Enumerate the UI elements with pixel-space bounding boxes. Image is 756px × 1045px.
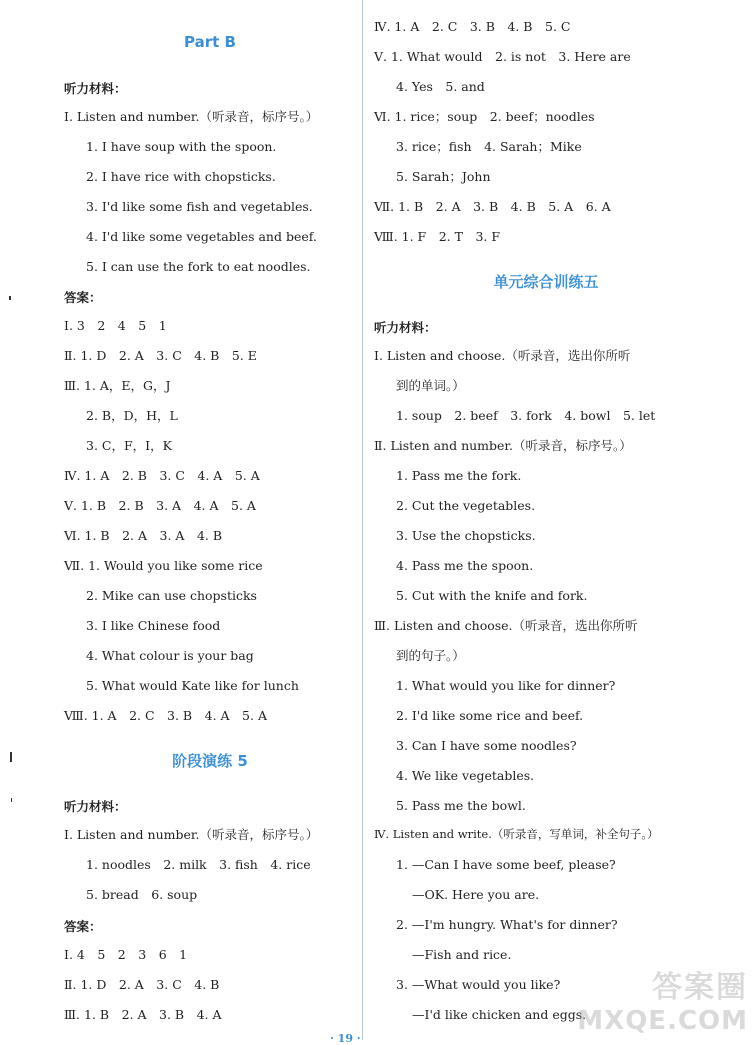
section-title: Ⅲ. Listen and choose.（听录音，选出你所听 bbox=[374, 618, 638, 633]
page-number: · 19 · bbox=[330, 1032, 361, 1045]
list-item: 3. I'd like some fish and vegetables. bbox=[86, 199, 313, 214]
answers-label: 答案： bbox=[64, 919, 102, 934]
scan-speck bbox=[10, 752, 12, 762]
section-title: 到的句子。） bbox=[396, 648, 465, 663]
list-item: 5. Pass me the bowl. bbox=[396, 798, 526, 813]
dialogue-line: 2. —I'm hungry. What's for dinner? bbox=[396, 917, 618, 932]
scan-speck bbox=[11, 798, 12, 802]
answer-line: Ⅳ. 1. A 2. C 3. B 4. B 5. C bbox=[374, 19, 571, 34]
answer-line: 2. Mike can use chopsticks bbox=[86, 588, 257, 603]
list-item: 5. bread 6. soup bbox=[86, 887, 198, 902]
section-title: Ⅱ. Listen and number.（听录音，标序号。） bbox=[374, 438, 632, 453]
section-title: Ⅰ. Listen and number.（听录音，标序号。） bbox=[64, 109, 319, 124]
unit-heading: 单元综合训练五 bbox=[493, 273, 599, 291]
answer-line: Ⅱ. 1. D 2. A 3. C 4. B 5. E bbox=[64, 348, 257, 363]
part-b-heading: Part B bbox=[184, 33, 236, 51]
answer-line: Ⅴ. 1. What would 2. is not 3. Here are bbox=[374, 49, 631, 64]
list-item: 4. We like vegetables. bbox=[396, 768, 535, 783]
list-item: 2. I have rice with chopsticks. bbox=[86, 169, 276, 184]
list-item: 4. Pass me the spoon. bbox=[396, 558, 534, 573]
answer-line: 4. Yes 5. and bbox=[396, 79, 485, 94]
listening-label: 听力材料： bbox=[374, 320, 437, 335]
list-item: 2. Cut the vegetables. bbox=[396, 498, 536, 513]
dialogue-line: —OK. Here you are. bbox=[412, 887, 540, 902]
dialogue-line: 1. —Can I have some beef, please? bbox=[396, 857, 616, 872]
answer-line: Ⅳ. 1. A 2. B 3. C 4. A 5. A bbox=[64, 468, 260, 483]
answer-line: 3. C，F，I，K bbox=[86, 438, 172, 453]
watermark bbox=[577, 962, 748, 1036]
list-item: 1. noodles 2. milk 3. fish 4. rice bbox=[86, 857, 311, 872]
list-item: 4. I'd like some vegetables and beef. bbox=[86, 229, 317, 244]
dialogue-line: —Fish and rice. bbox=[412, 947, 512, 962]
section-title: Ⅳ. Listen and write.（听录音，写单词，补全句子。） bbox=[374, 827, 659, 841]
answer-line: Ⅶ. 1. B 2. A 3. B 4. B 5. A 6. A bbox=[374, 199, 611, 214]
answer-line: Ⅷ. 1. F 2. T 3. F bbox=[374, 229, 501, 244]
answer-line: Ⅵ. 1. B 2. A 3. A 4. B bbox=[64, 528, 223, 543]
answer-line: 4. What colour is your bag bbox=[86, 648, 254, 663]
answer-line: Ⅷ. 1. A 2. C 3. B 4. A 5. A bbox=[64, 708, 267, 723]
answer-line: Ⅶ. 1. Would you like some rice bbox=[64, 558, 263, 573]
list-item: 1. What would you like for dinner? bbox=[396, 678, 616, 693]
answer-line: 2. B，D，H，L bbox=[86, 408, 178, 423]
section-title: Ⅰ. Listen and number.（听录音，标序号。） bbox=[64, 827, 319, 842]
listening-label: 听力材料： bbox=[64, 799, 127, 814]
watermark-top: 答案圈 bbox=[652, 970, 748, 1005]
dialogue-line: 3. —What would you like? bbox=[396, 977, 561, 992]
answer-line: Ⅲ. 1. B 2. A 3. B 4. A bbox=[64, 1007, 222, 1022]
list-item: 3. Can I have some noodles? bbox=[396, 738, 577, 753]
listening-label: 听力材料： bbox=[64, 81, 127, 96]
answer-line: Ⅰ. 3 2 4 5 1 bbox=[64, 318, 167, 333]
answer-line: 3. rice；fish 4. Sarah；Mike bbox=[396, 139, 582, 154]
answer-line: Ⅵ. 1. rice；soup 2. beef；noodles bbox=[374, 109, 595, 124]
section-title: 到的单词。） bbox=[396, 378, 465, 393]
answer-line: Ⅴ. 1. B 2. B 3. A 4. A 5. A bbox=[64, 498, 256, 513]
list-item: 5. Cut with the knife and fork. bbox=[396, 588, 588, 603]
answer-line: 3. I like Chinese food bbox=[86, 618, 221, 633]
list-item: 1. Pass me the fork. bbox=[396, 468, 522, 483]
answer-line: Ⅰ. 4 5 2 3 6 1 bbox=[64, 947, 188, 962]
list-item: 1. I have soup with the spoon. bbox=[86, 139, 277, 154]
list-item: 2. I'd like some rice and beef. bbox=[396, 708, 584, 723]
section-title: Ⅰ. Listen and choose.（听录音，选出你所听 bbox=[374, 348, 631, 363]
answer-line: Ⅲ. 1. A，E，G，J bbox=[64, 378, 171, 393]
answer-line: 5. Sarah；John bbox=[396, 169, 491, 184]
answers-label: 答案： bbox=[64, 290, 102, 305]
answer-line: Ⅱ. 1. D 2. A 3. C 4. B bbox=[64, 977, 220, 992]
watermark-bottom: MXQE.COM bbox=[577, 1006, 748, 1036]
scan-speck bbox=[9, 296, 11, 300]
list-item: 3. Use the chopsticks. bbox=[396, 528, 536, 543]
stage-heading: 阶段演练 5 bbox=[172, 752, 248, 770]
column-divider bbox=[362, 0, 363, 1040]
list-item: 5. I can use the fork to eat noodles. bbox=[86, 259, 311, 274]
list-item: 1. soup 2. beef 3. fork 4. bowl 5. let bbox=[396, 408, 656, 423]
answer-line: 5. What would Kate like for lunch bbox=[86, 678, 299, 693]
dialogue-line: —I'd like chicken and eggs. bbox=[412, 1007, 587, 1022]
